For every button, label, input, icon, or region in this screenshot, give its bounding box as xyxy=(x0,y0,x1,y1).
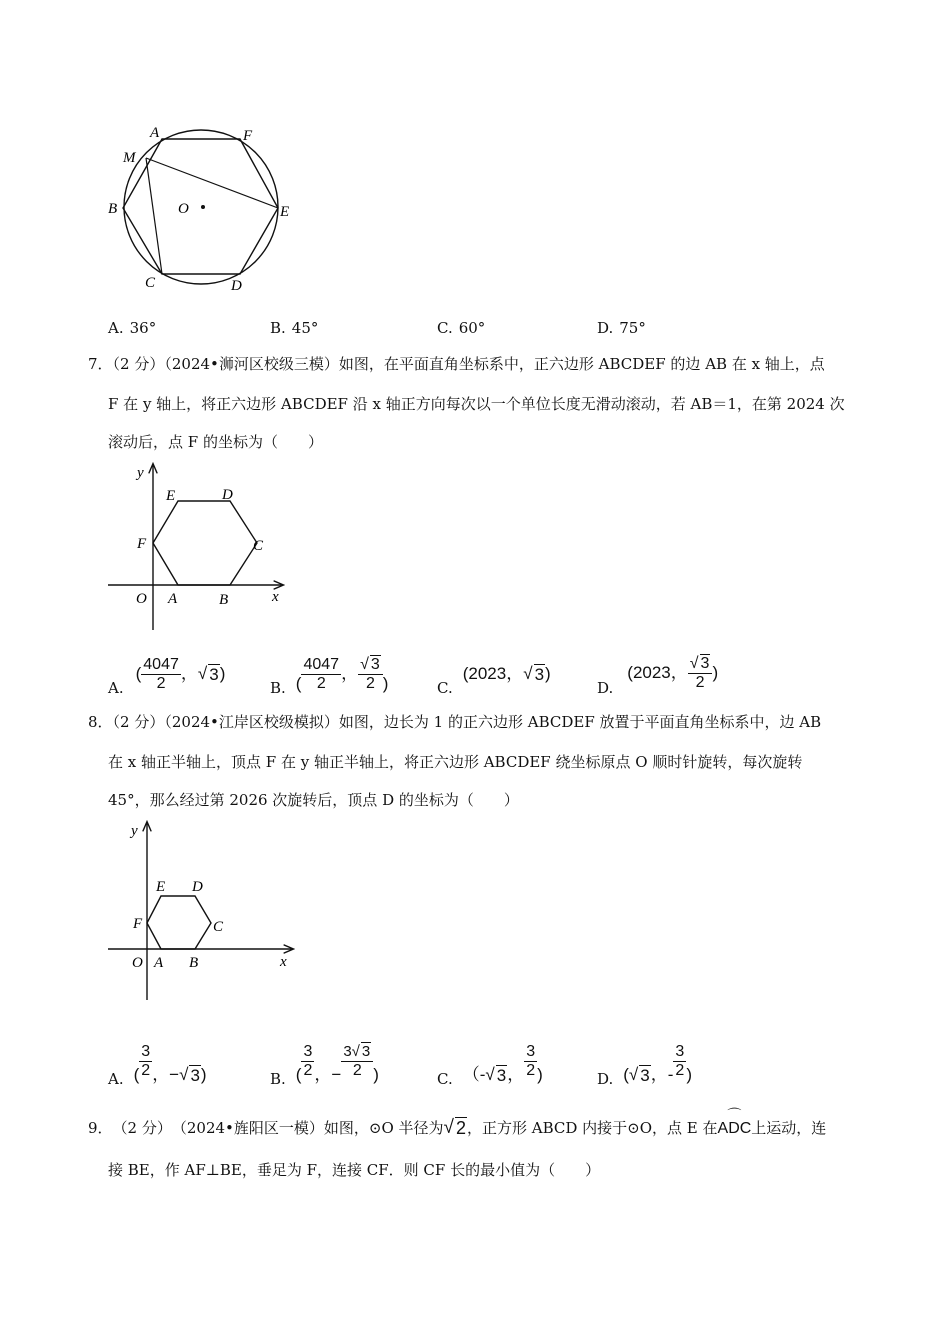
paren-open: (√ xyxy=(623,1065,639,1084)
q7-line2: F 在 y 轴上，将正六边形 ABCDEF 沿 x 轴正方向每次以一个单位长度无滑动滚动，若 AB＝1，在第 2024 次 xyxy=(108,395,845,413)
denominator: 2 xyxy=(352,1062,362,1079)
denominator: 2 xyxy=(156,674,166,692)
q7-label-e: E xyxy=(166,488,176,504)
q6-line-mc xyxy=(146,158,162,274)
numerator: 3√ 3 xyxy=(341,1042,373,1062)
denominator: 2 xyxy=(141,1061,151,1079)
sqrt-symbol: √ xyxy=(443,1117,454,1138)
option-text: 36° xyxy=(129,319,157,337)
denominator: 2 xyxy=(316,674,326,692)
paren-open: ( xyxy=(295,1065,302,1084)
q8-option-d[interactable] xyxy=(597,1033,692,1089)
q7-option-b[interactable] xyxy=(270,650,388,698)
option-label: D. xyxy=(597,1070,614,1088)
sqrt-value: 3 xyxy=(361,1043,371,1060)
sqrt-fraction xyxy=(358,655,383,693)
comma: ，−√ xyxy=(152,1065,189,1084)
q7-label-d: D xyxy=(222,487,233,503)
denominator: 2 xyxy=(526,1061,536,1079)
q6-center-dot xyxy=(201,205,205,209)
q7-line3: 滚动后，点 F 的坐标为（ ） xyxy=(108,433,323,451)
numerator: 4047 xyxy=(143,655,179,673)
q6-figure xyxy=(100,120,300,300)
paren-open: ( xyxy=(462,664,469,683)
q7-stem-1: 如图，在平面直角坐标系中，正六边形 ABCDEF 的边 AB 在 x 轴上，点 xyxy=(338,355,825,373)
option-label: C. xyxy=(437,319,453,337)
q7-label-f: F xyxy=(137,536,147,552)
sqrt-value: 3 xyxy=(209,664,219,684)
numerator: 3 xyxy=(526,1042,536,1060)
q7-label-x: x xyxy=(272,589,279,605)
comma: ， xyxy=(341,664,359,683)
sqrt-fraction xyxy=(341,1042,373,1080)
fraction xyxy=(524,1043,537,1080)
paren-open: ( xyxy=(627,663,633,682)
q6-label-b: B xyxy=(108,201,118,217)
q8-label-e: E xyxy=(156,879,166,895)
paren-open: （-√ xyxy=(462,1065,495,1084)
x-value: 2023 xyxy=(632,663,671,682)
q8-option-a[interactable] xyxy=(108,1033,207,1089)
q6-label-a: A xyxy=(150,125,160,141)
numerator: 3 xyxy=(141,1042,151,1060)
paren-open: ( xyxy=(295,674,302,693)
denominator: 2 xyxy=(303,1061,313,1079)
q7-option-c[interactable] xyxy=(437,650,551,698)
sqrt-value: 3 xyxy=(496,1065,507,1085)
paren-close: ) xyxy=(219,664,226,683)
q6-option-a[interactable] xyxy=(108,318,156,338)
option-label: B. xyxy=(270,319,286,337)
numerator: 3 xyxy=(303,1042,313,1060)
q7-label-c: C xyxy=(253,538,264,554)
q6-label-d: D xyxy=(231,278,242,294)
q8-source: （2024•江岸区校级模拟） xyxy=(164,713,339,731)
q8-label-o: O xyxy=(132,955,143,971)
q7-hexagon xyxy=(153,501,257,585)
option-label: D. xyxy=(597,679,614,697)
q9-stem-1c: 上运动，连 xyxy=(751,1119,827,1137)
q8-line1 xyxy=(88,712,821,732)
q8-label-x: x xyxy=(280,954,287,970)
comma: ， xyxy=(507,1065,525,1084)
q8-hexagon xyxy=(147,896,211,949)
q9-source: （2024•旌阳区一模） xyxy=(171,1119,324,1137)
numerator: 3 xyxy=(675,1042,685,1060)
option-label: B. xyxy=(270,679,286,697)
q8-label-a: A xyxy=(154,955,164,971)
q7-label-a: A xyxy=(168,591,178,607)
option-label: D. xyxy=(597,319,614,337)
q9-line1 xyxy=(88,1108,827,1138)
q7-source: （2024•浉河区校级三模） xyxy=(164,355,339,373)
paren-close: ) xyxy=(373,1065,379,1084)
x-value: 2023 xyxy=(468,664,507,683)
option-label: B. xyxy=(270,1070,286,1088)
q7-label-o: O xyxy=(136,591,147,607)
comma: ，√ xyxy=(180,664,208,683)
q8-option-b[interactable] xyxy=(270,1033,379,1089)
numerator: √ 3 xyxy=(358,655,383,675)
q9-stem-1b: ，正方形 ABCD 内接于⊙O，点 E 在 xyxy=(466,1119,718,1137)
option-text: 60° xyxy=(458,319,486,337)
sqrt-fraction xyxy=(688,654,713,692)
sqrt-value: 3 xyxy=(190,1065,200,1085)
q6-option-b[interactable] xyxy=(270,318,318,338)
q6-option-d[interactable] xyxy=(597,318,646,338)
fraction xyxy=(141,656,181,693)
denominator: 2 xyxy=(695,674,705,691)
option-text: 45° xyxy=(291,319,319,337)
q8-line3: 45°，那么经过第 2026 次旋转后，顶点 D 的坐标为（ ） xyxy=(108,791,519,809)
q6-label-e: E xyxy=(280,204,290,220)
q9-score: （2 分） xyxy=(112,1119,172,1137)
q6-label-c: C xyxy=(145,275,156,291)
q8-number: 8． xyxy=(88,713,113,731)
q7-number: 7． xyxy=(88,355,113,373)
paren-open: ( xyxy=(133,1065,140,1084)
q8-label-c: C xyxy=(213,919,224,935)
sqrt-value: 3 xyxy=(370,656,380,673)
q7-line1 xyxy=(88,354,825,374)
q7-option-d[interactable] xyxy=(597,648,718,698)
paren-close: ) xyxy=(537,1065,543,1084)
option-label: A. xyxy=(108,679,124,697)
comma: ，- xyxy=(650,1065,674,1084)
q9-radius: 2 xyxy=(455,1118,466,1138)
numerator: 4047 xyxy=(303,655,340,673)
q9-arc xyxy=(717,1108,752,1138)
arc-label: ADC xyxy=(717,1120,752,1137)
q6-line-me xyxy=(146,158,278,208)
q8-label-b: B xyxy=(189,955,199,971)
q8-option-c[interactable] xyxy=(437,1033,543,1089)
sqrt-value: 3 xyxy=(700,655,710,672)
option-label: A. xyxy=(108,1070,124,1088)
option-label: C. xyxy=(437,679,453,697)
denominator: 2 xyxy=(675,1061,685,1079)
q9-number: 9． xyxy=(88,1119,113,1137)
fraction xyxy=(301,1043,314,1080)
q9-stem-1a: 如图，⊙O 半径为 xyxy=(323,1119,444,1137)
fraction xyxy=(673,1043,686,1080)
q6-label-m: M xyxy=(123,150,136,166)
q7-option-a[interactable] xyxy=(108,650,225,698)
q8-label-f: F xyxy=(133,916,143,932)
arc-mark-icon: ⌒ xyxy=(727,1108,742,1124)
option-text: 75° xyxy=(619,319,646,337)
comma: ， xyxy=(670,663,688,682)
comma: ，− xyxy=(314,1065,342,1084)
q8-stem-1: 如图，边长为 1 的正六边形 ABCDEF 放置于平面直角坐标系中，边 AB xyxy=(338,713,822,731)
sqrt-value: 3 xyxy=(534,664,545,684)
q8-score: （2 分） xyxy=(112,713,165,731)
paren-close: ) xyxy=(200,1065,207,1084)
q8-figure xyxy=(100,815,300,1005)
option-label: C. xyxy=(437,1070,453,1088)
paren-open: ( xyxy=(135,664,142,683)
numerator: √ 3 xyxy=(688,654,713,674)
comma: ，√ xyxy=(506,664,533,683)
fraction xyxy=(301,656,341,693)
q8-label-y: y xyxy=(131,823,138,839)
fraction xyxy=(139,1043,152,1080)
q7-label-y: y xyxy=(137,465,144,481)
paren-close: ) xyxy=(382,674,389,693)
q7-label-b: B xyxy=(219,592,229,608)
q6-label-o: O xyxy=(178,201,189,217)
q7-score: （2 分） xyxy=(112,355,165,373)
paren-close: ) xyxy=(686,1065,692,1084)
paren-close: ) xyxy=(712,663,719,682)
q8-line2: 在 x 轴正半轴上，顶点 F 在 y 轴正半轴上，将正六边形 ABCDEF 绕坐标原点 O 顺时针旋转，每次旋转 xyxy=(108,753,803,771)
paren-close: ) xyxy=(545,664,551,683)
sqrt-value: 3 xyxy=(640,1065,650,1085)
q9-line2: 接 BE，作 AF⊥BE，垂足为 F，连接 CF．则 CF 长的最小值为（ ） xyxy=(108,1161,601,1179)
q6-option-c[interactable] xyxy=(437,318,485,338)
q7-figure xyxy=(100,455,300,635)
q8-label-d: D xyxy=(192,879,203,895)
q6-label-f: F xyxy=(243,128,253,144)
option-label: A. xyxy=(108,319,124,337)
denominator: 2 xyxy=(365,675,375,692)
